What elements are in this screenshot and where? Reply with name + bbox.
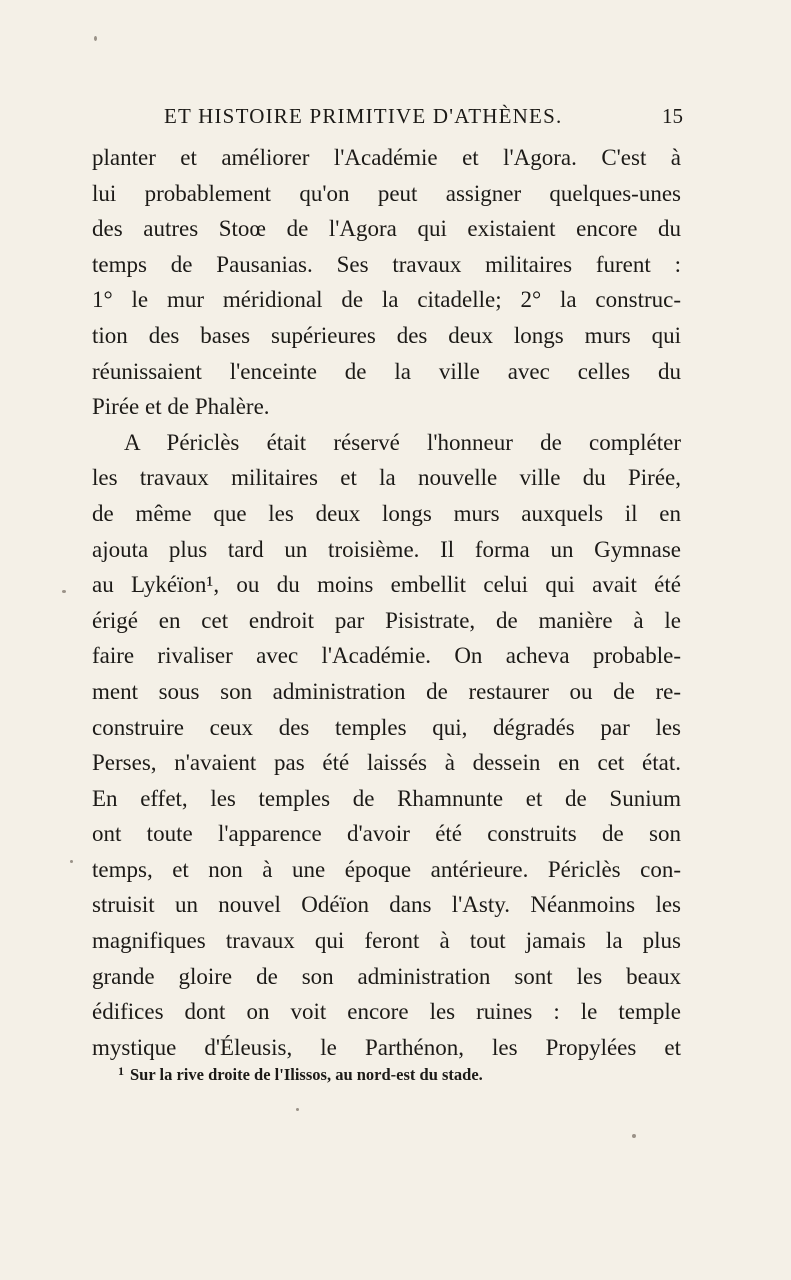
text-line: temps de Pausanias. Ses travaux militaires furent : <box>92 251 681 277</box>
running-header <box>92 104 692 134</box>
page-number: 15 <box>662 104 683 128</box>
text-line: érigé en cet endroit par Pisistrate, de manière à le <box>92 607 681 633</box>
text-line: ajouta plus tard un troisième. Il forma un Gymnase <box>92 536 681 562</box>
text-line: temps, et non à une époque antérieure. Périclès con- <box>92 856 681 882</box>
text-line: ont toute l'apparence d'avoir été construits de son <box>92 821 681 847</box>
paper-speck <box>70 860 73 863</box>
text-line: des autres Stoœ de l'Agora qui existaient encore du <box>92 216 681 242</box>
text-line: faire rivaliser avec l'Académie. On acheva probable- <box>92 643 681 669</box>
text-line: construire ceux des temples qui, dégradés par les <box>92 714 681 740</box>
text-line: réunissaient l'enceinte de la ville avec celles du <box>92 358 681 384</box>
text-line: lui probablement qu'on peut assigner quelques-unes <box>92 180 681 206</box>
text-line: mystique d'Éleusis, le Parthénon, les Propylées et <box>92 1034 681 1060</box>
text-line: magnifiques travaux qui feront à tout jamais la plus <box>92 928 681 954</box>
text-line: tion des bases supérieures des deux longs murs qui <box>92 322 681 348</box>
running-title: ET HISTOIRE PRIMITIVE D'ATHÈNES. <box>164 104 563 128</box>
text-line: édifices dont on voit encore les ruines : le temple <box>92 999 681 1025</box>
text-line: A Périclès était réservé l'honneur de compléter <box>124 429 681 455</box>
text-line: Pirée et de Phalère. <box>92 394 270 420</box>
footnote-marker: 1 <box>118 1064 124 1078</box>
text-line: de même que les deux longs murs auxquels il en <box>92 500 681 526</box>
footnote-text: Sur la rive droite de l'Ilissos, au nord-est du stade. <box>130 1065 483 1084</box>
text-line: grande gloire de son administration sont les beaux <box>92 963 681 989</box>
footnote <box>118 1064 678 1085</box>
paper-speck <box>62 590 66 593</box>
text-line: En effet, les temples de Rhamnunte et de Sunium <box>92 785 681 811</box>
text-line: 1° le mur méridional de la citadelle; 2° la construc- <box>92 287 681 313</box>
paper-speck <box>632 1134 636 1138</box>
text-line: Perses, n'avaient pas été laissés à dessein en cet état. <box>92 750 681 776</box>
text-line: au Lykéïon¹, ou du moins embellit celui qui avait été <box>92 572 681 598</box>
paper-speck <box>94 36 97 41</box>
text-line: struisit un nouvel Odéïon dans l'Asty. Néanmoins les <box>92 892 681 918</box>
text-line: planter et améliorer l'Académie et l'Agora. C'est à <box>92 145 681 170</box>
text-line: les travaux militaires et la nouvelle ville du Pirée, <box>92 465 681 491</box>
paper-speck <box>296 1108 299 1111</box>
text-line: ment sous son administration de restaurer ou de re- <box>92 678 681 704</box>
body-text <box>92 140 681 1065</box>
